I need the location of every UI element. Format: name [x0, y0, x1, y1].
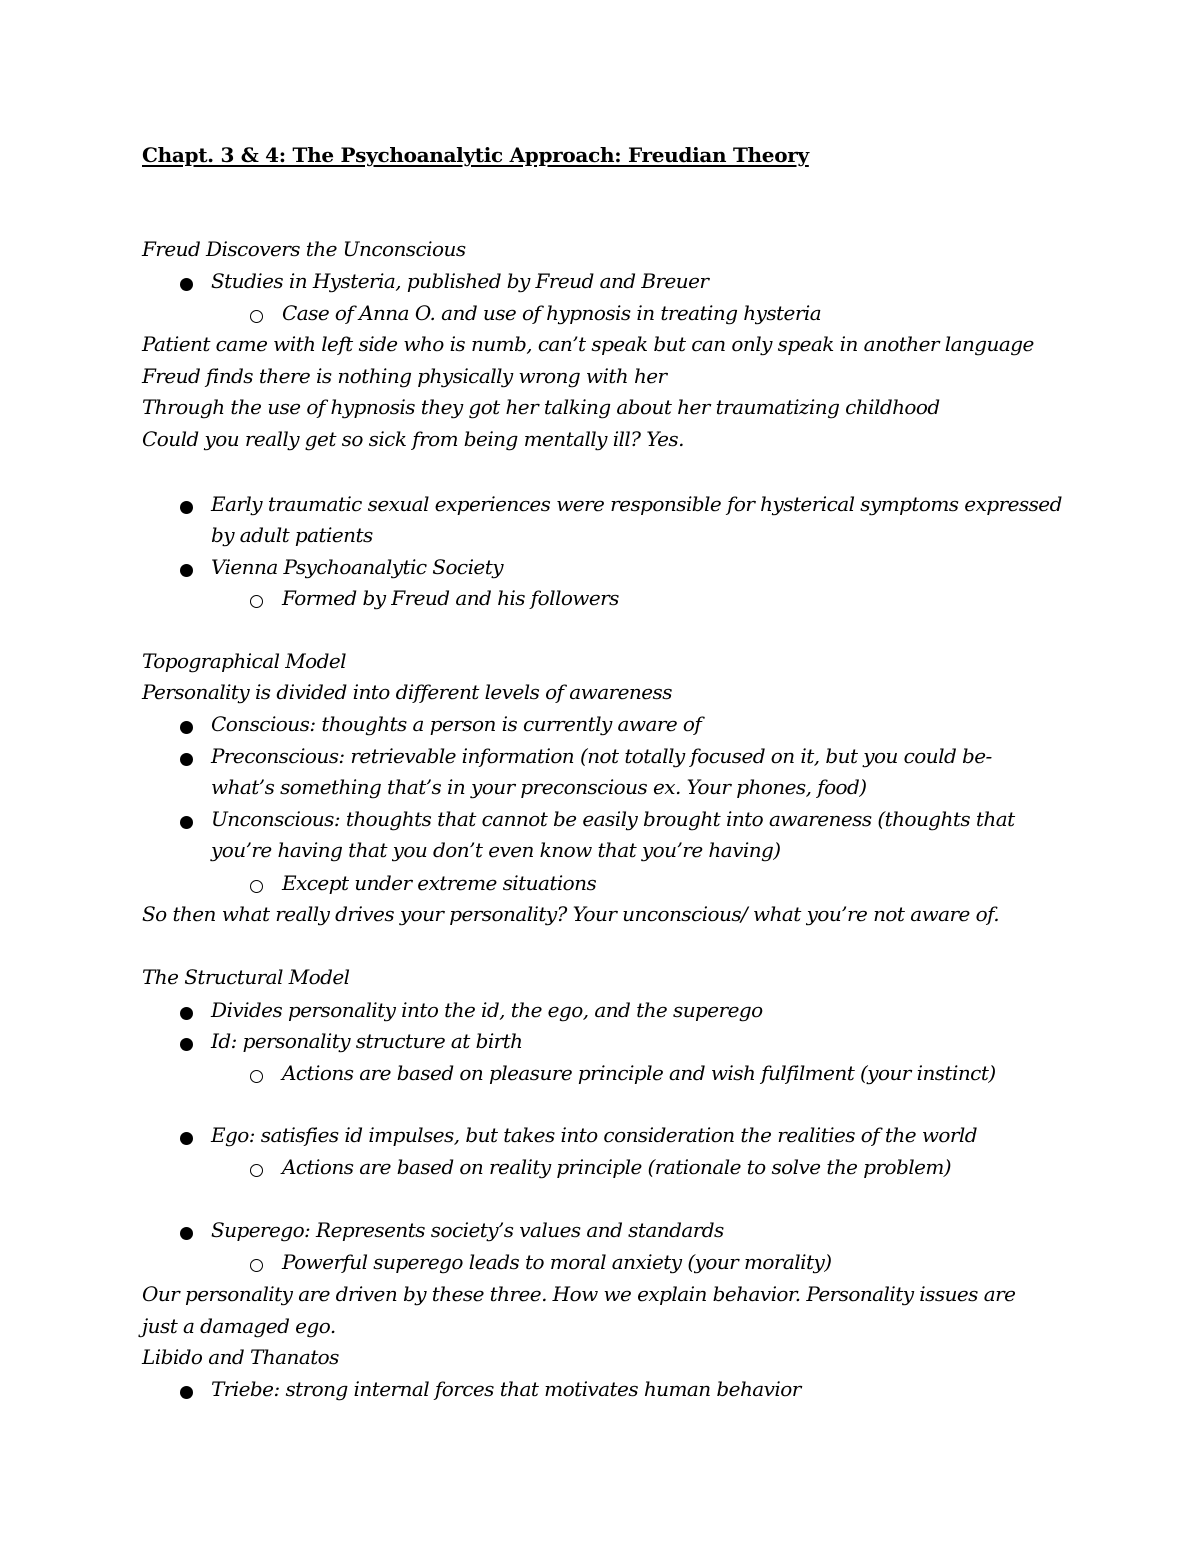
filled-bullet-icon	[180, 816, 193, 829]
sub-bullet-item: Except under extreme situations	[282, 871, 597, 895]
filled-bullet-icon	[180, 278, 193, 291]
filled-bullet-icon	[180, 1132, 193, 1145]
filled-bullet-icon	[180, 1007, 193, 1020]
hollow-bullet-icon	[250, 1070, 263, 1083]
text-line: Our personality are driven by these three. How we explain behavior. Personality issues are	[142, 1282, 1016, 1306]
text-line: Freud finds there is nothing physically wrong with her	[142, 364, 667, 388]
hollow-bullet-icon	[250, 1164, 263, 1177]
bullet-item: Vienna Psychoanalytic Society	[211, 555, 503, 579]
filled-bullet-icon	[180, 721, 193, 734]
hollow-bullet-icon	[250, 310, 263, 323]
bullet-item: Triebe: strong internal forces that motivates human behavior	[211, 1377, 801, 1401]
bullet-item: Superego: Represents society’s values and standards	[211, 1218, 724, 1242]
text-line: just a damaged ego.	[142, 1314, 336, 1338]
filled-bullet-icon	[180, 1227, 193, 1240]
text-line: Freud Discovers the Unconscious	[142, 237, 466, 261]
filled-bullet-icon	[180, 753, 193, 766]
sub-bullet-item: Actions are based on reality principle (rationale to solve the problem)	[282, 1155, 952, 1179]
bullet-item: Unconscious: thoughts that cannot be easily brought into awareness (thoughts that	[211, 807, 1015, 831]
bullet-item: by adult patients	[211, 523, 373, 547]
text-line: The Structural Model	[142, 965, 350, 989]
hollow-bullet-icon	[250, 880, 263, 893]
filled-bullet-icon	[180, 1386, 193, 1399]
hollow-bullet-icon	[250, 595, 263, 608]
bullet-item: Divides personality into the id, the ego, and the superego	[211, 998, 763, 1022]
filled-bullet-icon	[180, 564, 193, 577]
filled-bullet-icon	[180, 501, 193, 514]
text-line: Libido and Thanatos	[142, 1345, 339, 1369]
text-line: Could you really get so sick from being mentally ill? Yes.	[142, 427, 684, 451]
text-line: Personality is divided into different levels of awareness	[142, 680, 672, 704]
bullet-item: Preconscious: retrievable information (not totally focused on it, but you could be-	[211, 744, 992, 768]
bullet-item: you’re having that you don’t even know that you’re having)	[211, 838, 781, 862]
filled-bullet-icon	[180, 1038, 193, 1051]
text-line: Through the use of hypnosis they got her talking about her traumatizing childhood	[142, 395, 940, 419]
text-line: Topographical Model	[142, 649, 347, 673]
bullet-item: Id: personality structure at birth	[211, 1029, 523, 1053]
document-title: Chapt. 3 & 4: The Psychoanalytic Approach: Freudian Theory	[142, 143, 809, 167]
bullet-item: Conscious: thoughts a person is currently aware of	[211, 712, 702, 736]
text-line: So then what really drives your personality? Your unconscious/ what you’re not aware of.	[142, 902, 1000, 926]
bullet-item: Studies in Hysteria, published by Freud and Breuer	[211, 269, 709, 293]
sub-bullet-item: Powerful superego leads to moral anxiety (your morality)	[282, 1250, 832, 1274]
sub-bullet-item: Case of Anna O. and use of hypnosis in treating hysteria	[282, 301, 822, 325]
hollow-bullet-icon	[250, 1259, 263, 1272]
bullet-item: what’s something that’s in your preconscious ex. Your phones, food)	[211, 775, 867, 799]
sub-bullet-item: Actions are based on pleasure principle and wish fulfilment (your instinct)	[282, 1061, 996, 1085]
text-line: Patient came with left side who is numb, can’t speak but can only speak in another language	[142, 332, 1034, 356]
sub-bullet-item: Formed by Freud and his followers	[282, 586, 619, 610]
bullet-item: Early traumatic sexual experiences were responsible for hysterical symptoms expressed	[211, 492, 1062, 516]
bullet-item: Ego: satisfies id impulses, but takes into consideration the realities of the world	[211, 1123, 978, 1147]
